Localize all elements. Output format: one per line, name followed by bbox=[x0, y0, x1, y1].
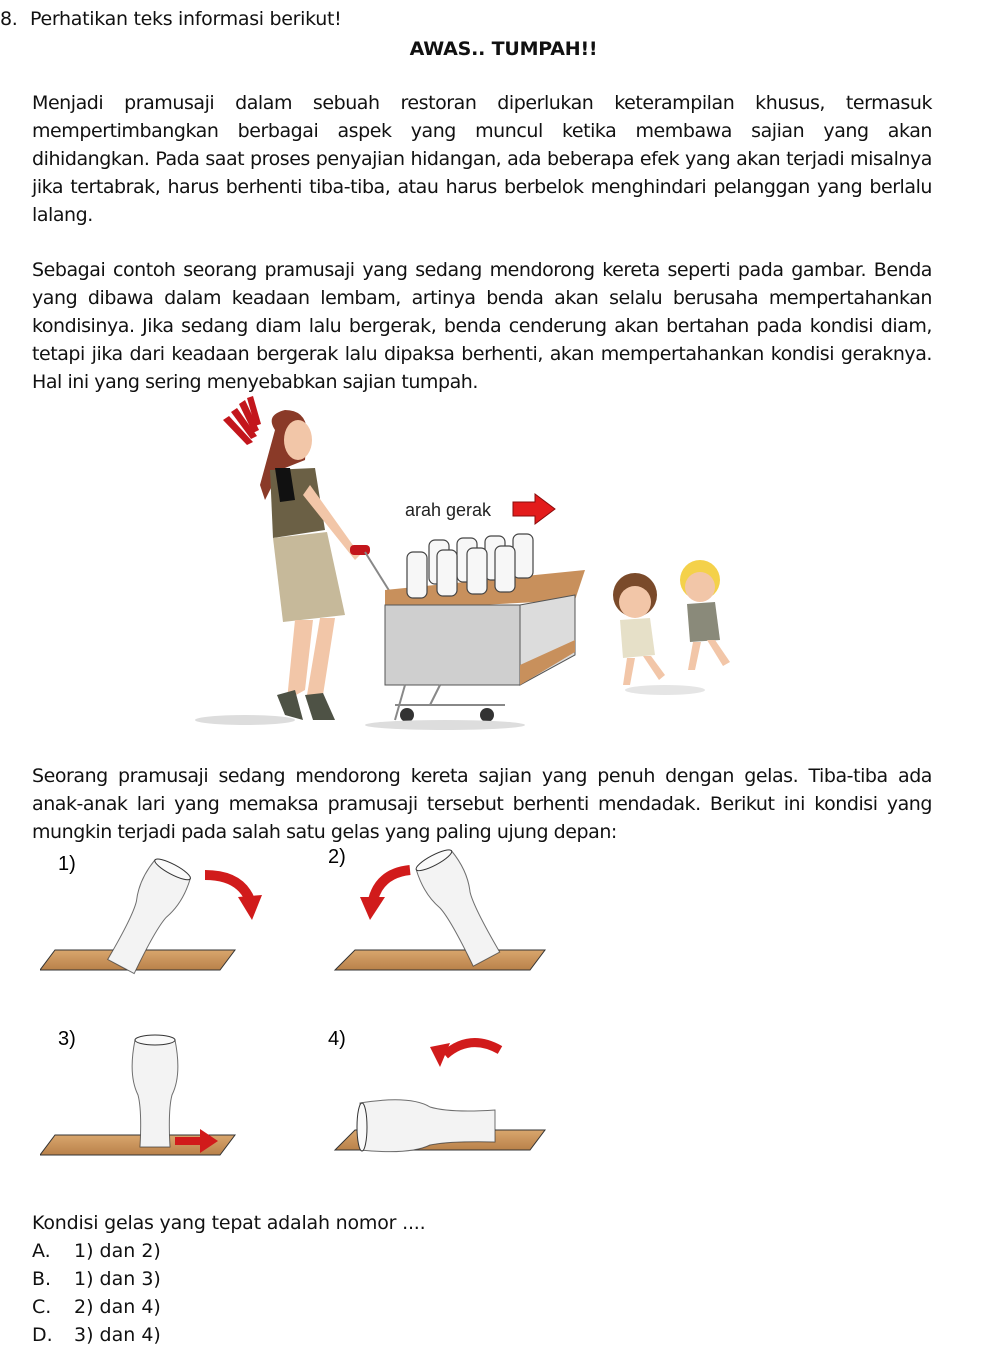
paragraph-2 bbox=[32, 256, 932, 396]
arrow-left-curved-icon bbox=[445, 1043, 500, 1055]
option-c[interactable] bbox=[32, 1296, 161, 1318]
option-text: 1) dan 2) bbox=[74, 1240, 161, 1262]
option-letter: C. bbox=[32, 1296, 52, 1318]
illustration-svg bbox=[195, 390, 795, 735]
condition-label: 3) bbox=[58, 1028, 76, 1050]
scenario-paragraph bbox=[32, 762, 932, 846]
waiter-cart-illustration bbox=[195, 390, 795, 735]
option-d[interactable] bbox=[32, 1324, 161, 1346]
condition-1 bbox=[40, 853, 262, 977]
option-a[interactable] bbox=[32, 1240, 161, 1262]
question-intro: Perhatikan teks informasi berikut! bbox=[30, 8, 342, 30]
option-letter: A. bbox=[32, 1240, 51, 1262]
running-children bbox=[613, 560, 730, 695]
arrow-left-curved-icon bbox=[373, 870, 410, 900]
info-title: AWAS.. TUMPAH!! bbox=[409, 38, 598, 60]
option-text: 1) dan 3) bbox=[74, 1268, 161, 1290]
paragraph-1 bbox=[32, 89, 932, 229]
option-text: 3) dan 4) bbox=[74, 1324, 161, 1346]
direction-label: arah gerak bbox=[405, 500, 492, 520]
condition-3 bbox=[40, 1028, 235, 1155]
paragraph-text: Seorang pramusaji sedang mendorong kereta sajian yang penuh dengan gelas. Tiba-tiba ada anak-anak lari yang memaksa pramusaji tersebut berhenti mendadak. Berikut ini kondisi yang mungkin terjadi pada salah satu gelas yang paling ujung depan: bbox=[32, 765, 932, 843]
condition-label: 4) bbox=[328, 1028, 346, 1050]
condition-label: 1) bbox=[58, 853, 76, 875]
option-text: 2) dan 4) bbox=[74, 1296, 161, 1318]
direction-arrow-icon bbox=[513, 494, 555, 524]
option-letter: B. bbox=[32, 1268, 52, 1290]
exclamation-icon bbox=[223, 396, 261, 445]
question-prompt: Kondisi gelas yang tepat adalah nomor .... bbox=[32, 1212, 426, 1234]
paragraph-text: Menjadi pramusaji dalam sebuah restoran diperlukan keterampilan khusus, termasuk mempertimbangkan berbagai aspek yang muncul ketika membawa sajian yang akan dihidangkan. Pada saat proses penyajian hidangan, ada beberapa efek yang akan terjadi misalnya jika tertabrak, harus berhenti tiba-tiba, atau harus berbelok menghindari pelanggan yang berlalu lalang. bbox=[32, 92, 932, 226]
condition-2 bbox=[328, 846, 545, 970]
paragraph-text: Sebagai contoh seorang pramusaji yang sedang mendorong kereta seperti pada gambar. Benda yang dibawa dalam keadaan lembam, artinya benda akan selalu berusaha mempertahankan kondisinya. Jika sedang diam lalu bergerak, benda cenderung akan bertahan pada kondisi diam, tetapi jika dari keadaan bergerak lalu dipaksa berhenti, akan mempertahankan kondisi geraknya. Hal ini yang sering menyebabkan sajian tumpah. bbox=[32, 259, 932, 393]
glasses-on-cart bbox=[407, 534, 533, 598]
option-b[interactable] bbox=[32, 1268, 161, 1290]
arrow-right-curved-icon bbox=[205, 875, 250, 900]
option-letter: D. bbox=[32, 1324, 53, 1346]
glass-conditions bbox=[40, 845, 610, 1175]
condition-4 bbox=[328, 1028, 545, 1152]
waiter-figure bbox=[195, 410, 360, 725]
question-number: 8. bbox=[0, 8, 18, 30]
condition-label: 2) bbox=[328, 846, 346, 868]
